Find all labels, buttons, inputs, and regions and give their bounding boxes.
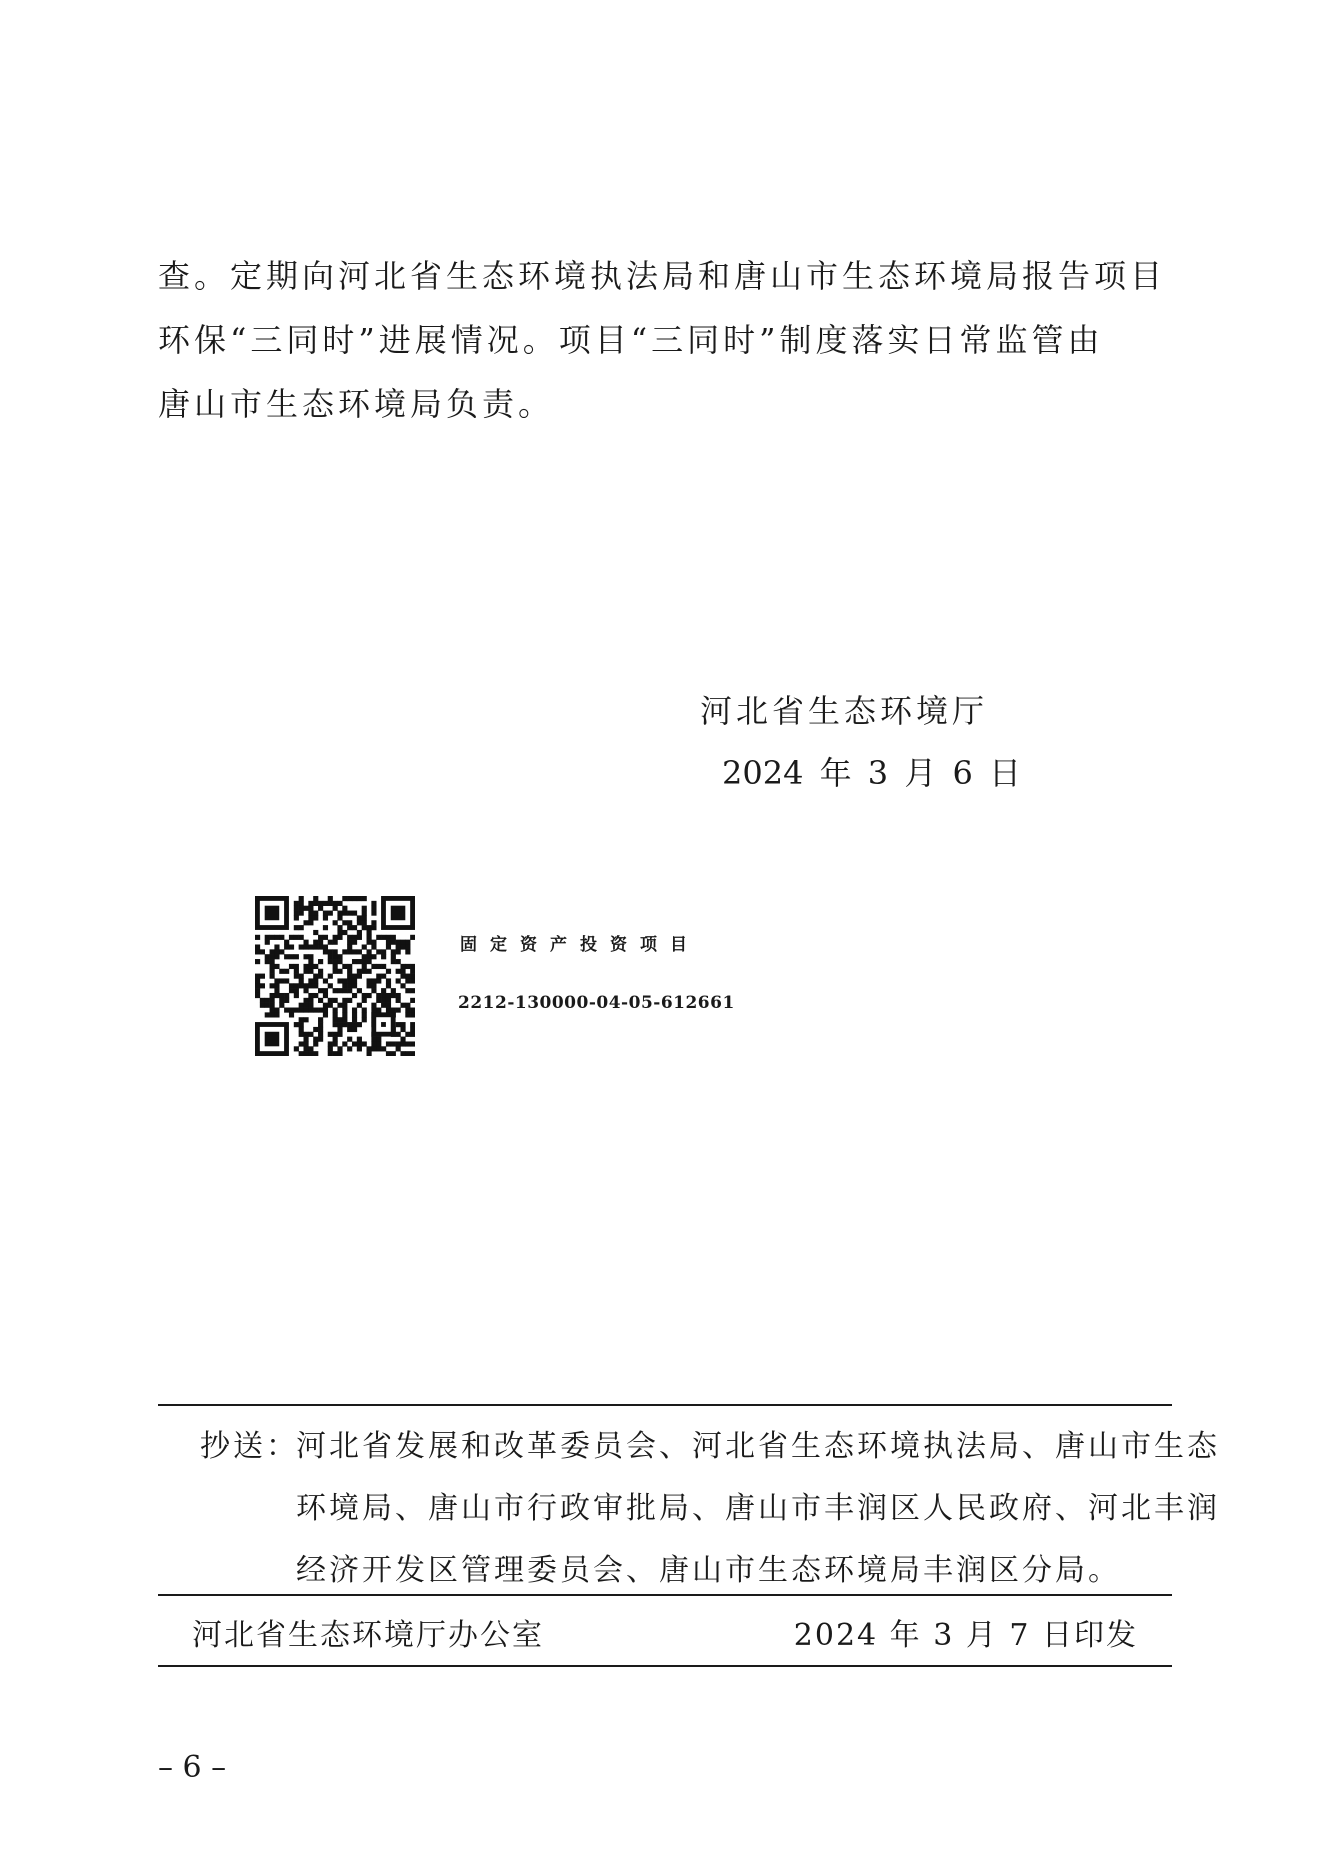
body-line: 唐山市生态环境局负责。: [158, 385, 555, 423]
body-line: 环保“三同时”进展情况。项目“三同时”制度落实日常监管由: [158, 321, 1104, 359]
footer-top-rule: [158, 1594, 1172, 1596]
project-code-number: 2212-130000-04-05-612661: [458, 993, 735, 1013]
body-line: 查。定期向河北省生态环境执法局和唐山市生态环境局报告项目: [158, 257, 1167, 295]
copy-to-line: [200, 1416, 1220, 1478]
issue-date: 2024 年 3 月 7 日印发: [793, 1618, 1138, 1653]
body-text: [158, 244, 1172, 436]
issuing-office: 河北省生态环境厅办公室: [192, 1618, 544, 1653]
signature-organization: 河北省生态环境厅: [700, 692, 989, 730]
copy-to-line: [200, 1540, 1172, 1602]
copy-to-block: [200, 1416, 1220, 1602]
copy-to-recipients: 环境局、唐山市行政审批局、唐山市丰润区人民政府、河北丰润: [296, 1491, 1220, 1526]
copy-to-recipients: 经济开发区管理委员会、唐山市生态环境局丰润区分局。: [296, 1553, 1121, 1588]
copy-to-recipients: 河北省发展和改革委员会、河北省生态环境执法局、唐山市生态: [296, 1429, 1220, 1464]
copy-to-line: [200, 1478, 1220, 1540]
page-number: – 6 –: [158, 1750, 227, 1785]
project-code-label: 固定资产投资项目: [460, 935, 700, 955]
qr-code-image: [255, 896, 415, 1056]
signature-date: 2024 年 3 月 6 日: [722, 754, 1022, 792]
qr-code-graphic: [255, 896, 415, 1056]
footer-bottom-rule: [158, 1665, 1172, 1667]
copy-to-top-rule: [158, 1404, 1172, 1406]
copy-to-label: 抄送：: [200, 1429, 299, 1464]
